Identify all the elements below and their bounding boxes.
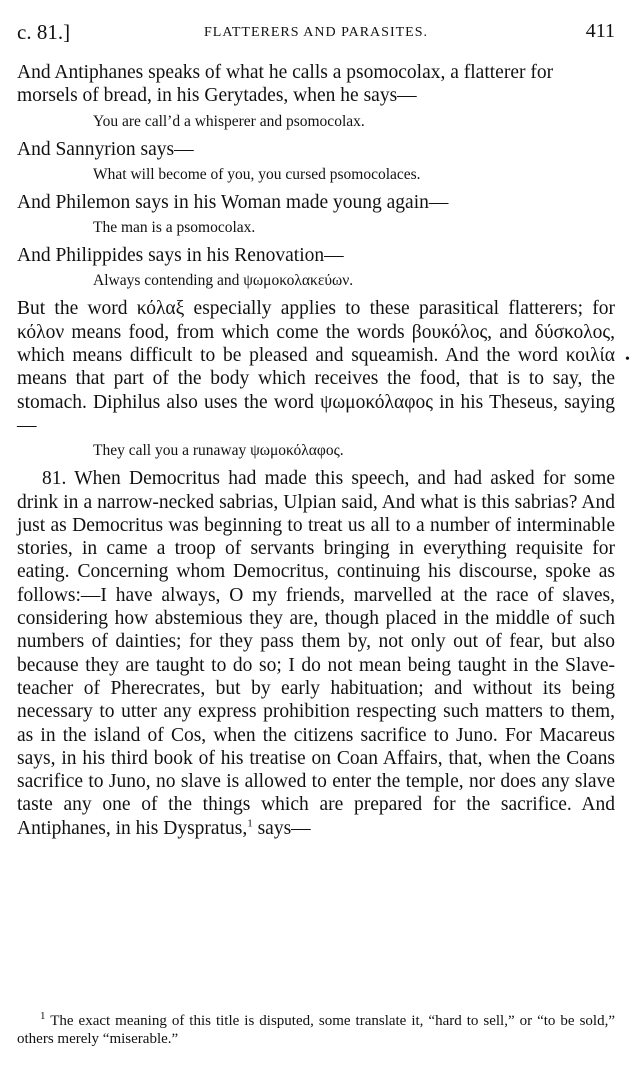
footnote-text: The exact meaning of this title is disputed, some translate it, “hard to sell,” or “to be sold,” others merely “miserable.” — [17, 1013, 615, 1047]
intro-philemon: And Philemon says in his Woman made young again— — [17, 191, 449, 213]
quote-philippides: Always contending and ψωμοκολακεύων. — [93, 272, 354, 290]
paragraph-kolax: But the word κόλαξ especially applies to these parasitical flatterers; for κόλον means food, from which come the words βουκόλος, and δύσκολος, which means difficult to be pleased and squeamish. And the word κοιλία means that part of the body which receives the food, that is to say, the stomach. Diphilus also uses the word ψωμοκόλαφος in his Theseus, saying— — [17, 298, 615, 436]
paragraph-81-end: says— — [252, 817, 311, 839]
page-number: 411 — [585, 20, 615, 42]
intro-sannyrion: And Sannyrion says— — [17, 138, 194, 160]
quote-antiphanes: You are call’d a whisperer and psomocolax. — [93, 112, 365, 130]
quote-diphilus: They call you a runaway ψωμοκόλαφος. — [93, 442, 344, 460]
intro-antiphanes: And Antiphanes speaks of what he calls a psomocolax, a flatterer for morsels of bread, in his Gerytades, when he says— — [17, 62, 554, 107]
paragraph-81 — [17, 467, 615, 840]
footnote-marker: 1 — [40, 1010, 46, 1022]
footnote — [17, 1012, 615, 1048]
page-body — [17, 61, 615, 840]
margin-mark: • — [625, 352, 630, 367]
running-title: FLATTERERS AND PARASITES. — [203, 25, 429, 40]
paragraph-81-text: 81. When Democritus had made this speech, and had asked for some drink in a narrow-necked sabrias, Ulpian said, And what is this sabrias? And just as Democritus was beginning to treat us all to a number of interminable stories, in came a troop of servants bringing in everything requisite for eating. Concerning whom Democritus, continuing his discourse, spoke as follows:—I have always, O my friends, marvelled at the race of slaves, considering how abstemious they are, though placed in the middle of such numbers of dainties; for they pass them by, not only out of fear, but also because they are taught to do so; I do not mean being taught in the Slave-teacher of Pherecrates, but by early habituation; and without its being necessary to utter any express prohibition respecting such matters to them, as in the island of Cos, when the citizens sacrifice to Juno. For Macareus says, in his third book of his treatise on Coan Affairs, that, when the Coans sacrifice to Juno, no slave is allowed to enter the temple, nor does any slave taste any one of the things which are prepared for the sacrifice. And Antiphanes, in his Dyspratus, — [17, 468, 615, 839]
intro-philippides: And Philippides says in his Renovation— — [17, 245, 344, 267]
quote-sannyrion: What will become of you, you cursed psomocolaces. — [93, 165, 421, 183]
footnote-reference: 1 — [247, 817, 253, 830]
running-header — [17, 20, 615, 50]
quote-philemon: The man is a psomocolax. — [93, 219, 256, 237]
chapter-reference: c. 81.] — [17, 20, 71, 44]
